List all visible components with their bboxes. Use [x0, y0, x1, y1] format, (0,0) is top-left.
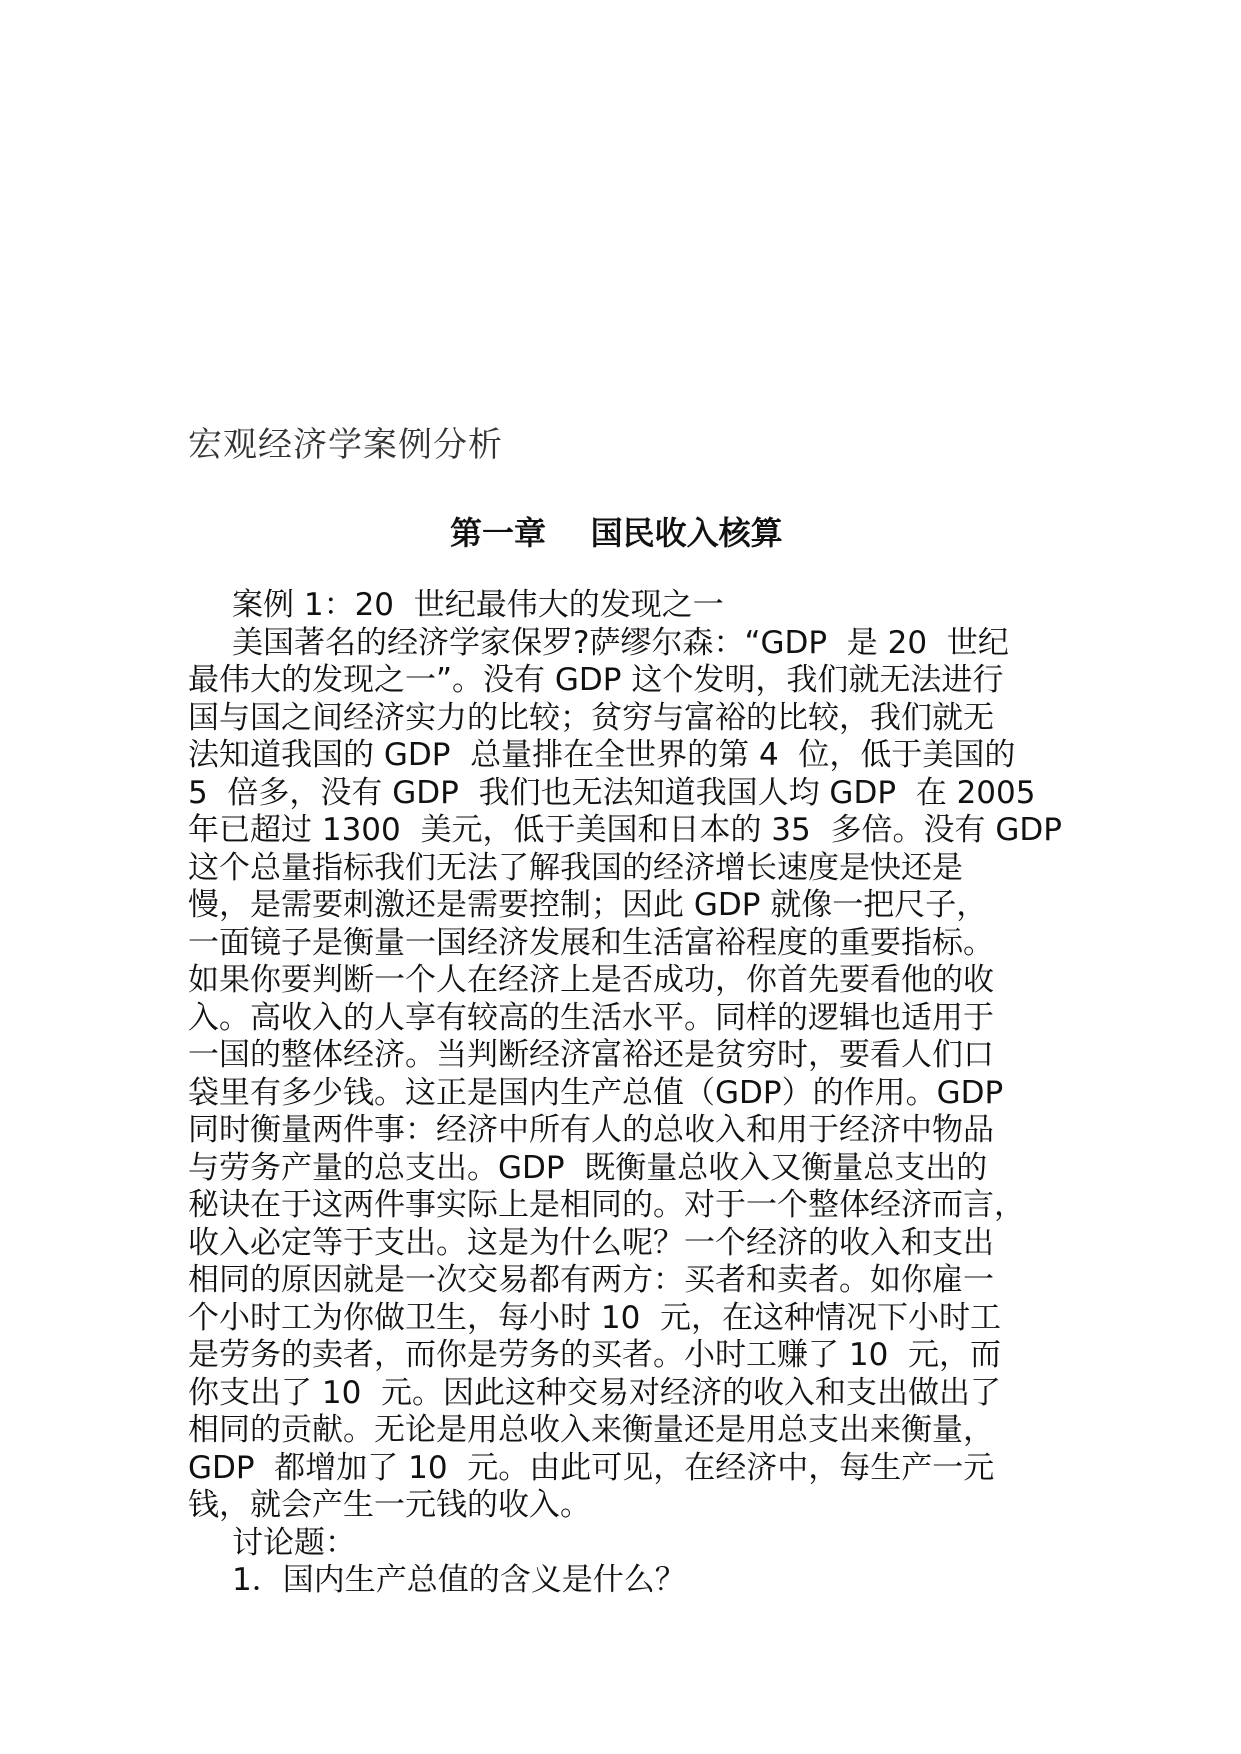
paragraph-line: 一面镜子是衡量一国经济发展和生活富裕程度的重要指标。 [188, 924, 994, 961]
paragraph-line: 入。高收入的人享有较高的生活水平。同样的逻辑也适用于 [188, 999, 994, 1036]
chapter-heading: 第一章 国民收入核算 [450, 514, 783, 552]
document-body [188, 587, 1068, 1600]
paragraph-line: 你支出了 10 元。因此这种交易对经济的收入和支出做出了 [188, 1374, 1002, 1411]
paragraph-line: 年已超过 1300 美元，低于美国和日本的 35 多倍。没有 GDP [188, 812, 1062, 848]
discussion-question: 1．国内生产总值的含义是什么？ [232, 1562, 686, 1598]
paragraph-line: 钱，就会产生一元钱的收入。 [188, 1487, 591, 1523]
paragraph-line: 是劳务的卖者，而你是劳务的买者。小时工赚了 10 元，而 [188, 1337, 1002, 1373]
paragraph-line: 这个总量指标我们无法了解我国的经济增长速度是快还是 [188, 849, 963, 886]
paragraph-line: 5 倍多，没有 GDP 我们也无法知道我国人均 GDP 在 2005 [188, 774, 1036, 811]
paragraph-line: 最伟大的发现之一”。没有 GDP 这个发明，我们就无法进行 [188, 662, 1004, 698]
paragraph-line: 相同的原因就是一次交易都有两方：买者和卖者。如你雇一 [188, 1262, 994, 1298]
paragraph-line: 慢，是需要刺激还是需要控制；因此 GDP 就像一把尺子， [188, 887, 988, 923]
paragraph-line: 法知道我国的 GDP 总量排在全世界的第 4 位，低于美国的 [188, 737, 1016, 773]
paragraph-line: 同时衡量两件事：经济中所有人的总收入和用于经济中物品 [188, 1112, 994, 1148]
paragraph-line: 一国的整体经济。当判断经济富裕还是贫穷时，要看人们口 [188, 1037, 994, 1073]
paragraph-line: 袋里有多少钱。这正是国内生产总值（GDP）的作用。GDP [188, 1074, 1004, 1111]
case-heading: 案例 1：20 世纪最伟大的发现之一 [232, 587, 724, 623]
paragraph-line: 收入必定等于支出。这是为什么呢？一个经济的收入和支出 [188, 1224, 994, 1261]
paragraph-line: 与劳务产量的总支出。GDP 既衡量总收入又衡量总支出的 [188, 1149, 988, 1186]
document-title: 宏观经济学案例分析 [188, 425, 503, 465]
paragraph-line: 秘诀在于这两件事实际上是相同的。对于一个整体经济而言， [188, 1187, 1025, 1223]
paragraph-line: 个小时工为你做卫生，每小时 10 元，在这种情况下小时工 [188, 1299, 1002, 1336]
paragraph-line: 相同的贡献。无论是用总收入来衡量还是用总支出来衡量， [188, 1412, 994, 1448]
paragraph-line: 如果你要判断一个人在经济上是否成功，你首先要看他的收 [188, 962, 994, 998]
paragraph-line: GDP 都增加了 10 元。由此可见，在经济中，每生产一元 [188, 1449, 995, 1486]
paragraph-line: 美国著名的经济学家保罗?萨缪尔森：“GDP 是 20 世纪 [232, 624, 1009, 661]
paragraph-line: 国与国之间经济实力的比较；贫穷与富裕的比较，我们就无 [188, 699, 994, 736]
discussion-label: 讨论题： [232, 1524, 356, 1561]
